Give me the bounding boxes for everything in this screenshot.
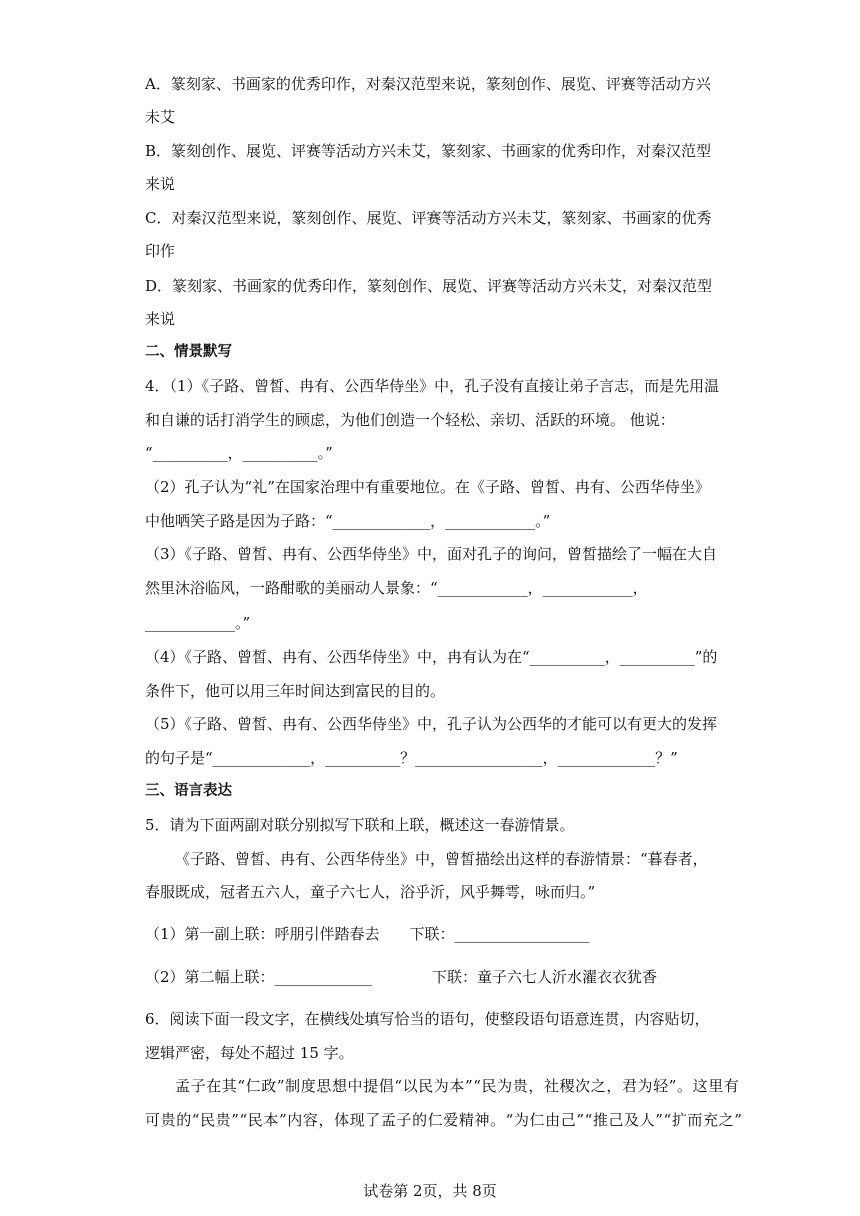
question-4-part-2-line-2: 中他哂笑子路是因为子路：“_____________，____________。”: [145, 512, 551, 530]
section-2-heading: 二、情景默写: [145, 344, 232, 360]
question-6-passage-line-2: 可贵的“民贵”“民本”内容，体现了孟子的仁爱精神。“为仁由己”“推己及人”“扩而充之”: [145, 1111, 743, 1129]
question-4-part-3-line-2: 然里沐浴临风，一路酣歌的美丽动人景象：“____________，____________，: [145, 579, 648, 597]
question-4-part-4-line-1: （4）《子路、曾皙、冉有、公西华侍坐》中，冉有认为在“__________，__________”的: [145, 648, 718, 666]
option-d-line-2: 来说: [145, 310, 176, 328]
question-4-part-4-line-2: 条件下，他可以用三年时间达到富民的目的。: [145, 682, 446, 700]
option-d-line-1: D．篆刻家、书画家的优秀印作，篆刻创作、展览、评赛等活动方兴未艾，对秦汉范型: [145, 277, 713, 295]
question-5-item-1: （1）第一副上联：呼朋引伴踏春去 下联：__________________: [145, 925, 590, 943]
question-6-passage-line-1: 孟子在其“仁政”制度思想中提倡“以民为本”“民为贵，社稷次之，君为轻”。这里有: [175, 1077, 740, 1095]
question-4-part-2-line-1: （2）孔子认为“礼”在国家治理中有重要地位。在《子路、曾皙、冉有、公西华侍坐》: [145, 478, 710, 496]
question-4-line-1: 4．（1）《子路、曾皙、冉有、公西华侍坐》中，孔子没有直接让弟子言志，而是先用温: [145, 377, 720, 395]
option-a-line-1: A．篆刻家、书画家的优秀印作，对秦汉范型来说，篆刻创作、展览、评赛等活动方兴: [145, 75, 711, 93]
question-4-blank-line: “__________，__________。”: [145, 444, 333, 462]
question-4-part-3-line-1: （3）《子路、曾皙、冉有、公西华侍坐》中，面对孔子的询问，曾皙描绘了一幅在大自: [145, 545, 718, 563]
option-b-line-1: B．篆刻创作、展览、评赛等活动方兴未艾，篆刻家、书画家的优秀印作，对秦汉范型: [145, 142, 712, 160]
page-footer: 试卷第 2页，共 8页: [363, 1182, 497, 1200]
question-6-stem-line-1: 6．阅读下面一段文字，在横线处填写恰当的语句，使整段语句语意连贯，内容贴切，: [145, 1010, 710, 1028]
option-c-line-2: 印作: [145, 242, 176, 260]
question-5-item-2: （2）第二幅上联：_____________ 下联：童子六七人沂水濯衣衣犹香: [145, 968, 658, 986]
section-3-heading: 三、语言表达: [145, 783, 232, 799]
question-4-part-5-line-2: 的句子是“_____________，__________？_________________，_____________？”: [145, 749, 678, 767]
question-4-line-2: 和自谦的话打消学生的顾虑，为他们创造一个轻松、亲切、活跃的环境。 他说：: [145, 411, 675, 429]
question-6-stem-line-2: 逻辑严密，每处不超过 15 字。: [145, 1044, 354, 1062]
question-5-quote-line-2: 春服既成，冠者五六人，童子六七人，浴乎沂，风乎舞雩，咏而归。”: [145, 883, 596, 901]
question-5-quote-line-1: 《子路、曾皙、冉有、公西华侍坐》中，曾皙描绘出这样的春游情景：“暮春者，: [175, 850, 708, 868]
option-a-line-2: 未艾: [145, 108, 176, 126]
question-4-part-3-line-3: ____________。”: [145, 614, 251, 632]
option-c-line-1: C．对秦汉范型来说，篆刻创作、展览、评赛等活动方兴未艾，篆刻家、书画家的优秀: [145, 209, 712, 227]
question-5-stem: 5．请为下面两副对联分别拟写下联和上联，概述这一春游情景。: [145, 816, 575, 834]
option-b-line-2: 来说: [145, 175, 176, 193]
question-4-part-5-line-1: （5）《子路、曾皙、冉有、公西华侍坐》中，孔子认为公西华的才能可以有更大的发挥: [145, 715, 718, 733]
